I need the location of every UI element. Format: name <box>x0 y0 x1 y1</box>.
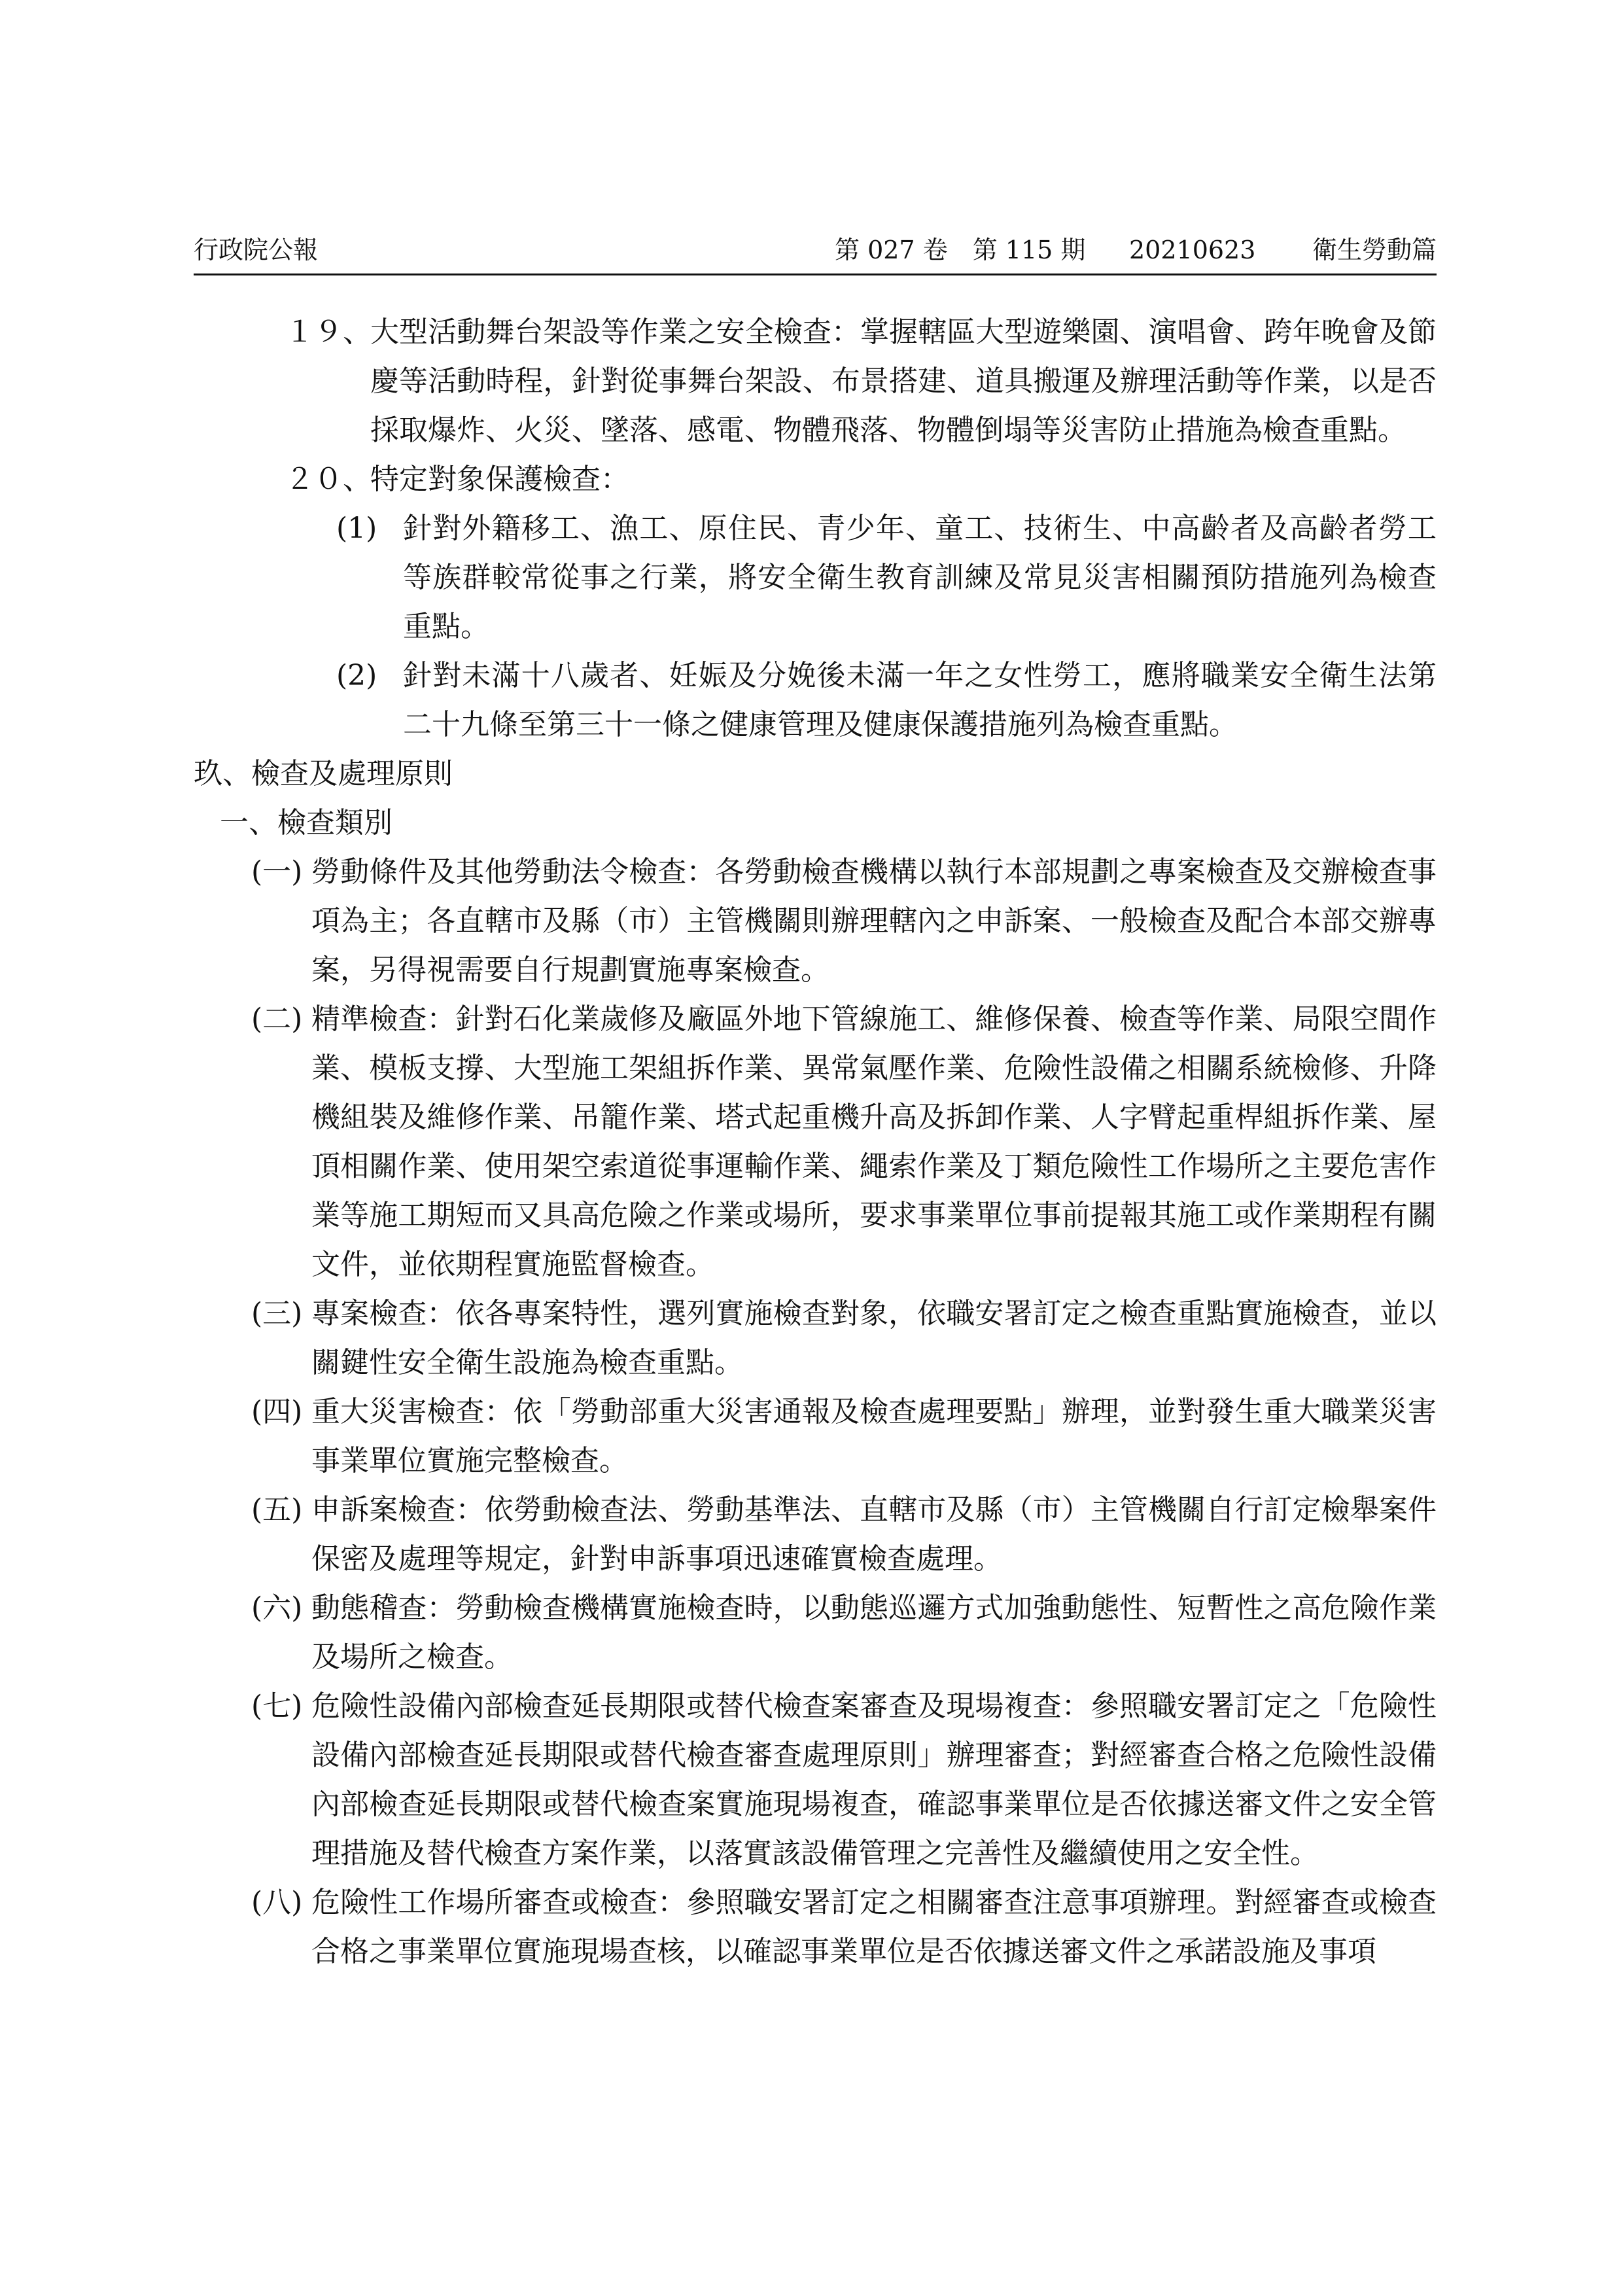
category-3-text: 專案檢查：依各專案特性，選列實施檢查對象，依職安署訂定之檢查重點實施檢查，並以關鍵性安全衛生設施為檢查重點。 <box>311 1297 1437 1379</box>
category-7-text: 危險性設備內部檢查延長期限或替代檢查案審查及現場複查：參照職安署訂定之「危險性設備內部檢查延長期限或替代檢查審查處理原則」辦理審查；對經審查合格之危險性設備內部檢查延長期限或替代檢查案實施現場複查，確認事業單位是否依據送審文件之安全管理措施及替代檢查方案作業，以落實該設備管理之完善性及繼續使用之安全性。 <box>311 1689 1437 1870</box>
item-20-sub-1 <box>194 504 1437 651</box>
category-8 <box>194 1878 1437 1976</box>
sub-2-label: (2) <box>336 659 377 692</box>
item-20-sub-2 <box>194 651 1437 749</box>
category-6-text: 動態稽查：勞動檢查機構實施檢查時，以動態巡邏方式加強動態性、短暫性之高危險作業及場所之檢查。 <box>311 1591 1437 1674</box>
header-divider <box>194 274 1437 275</box>
category-3 <box>194 1289 1437 1387</box>
category-3-label: (三) <box>251 1297 303 1330</box>
section-heading: 一、檢查類別 <box>220 806 393 839</box>
category-1-text: 勞動條件及其他勞動法令檢查：各勞動檢查機構以執行本部規劃之專案檢查及交辦檢查事項為主；各直轄市及縣（市）主管機關則辦理轄內之申訴案、一般檢查及配合本部交辦專案，另得視需要自行規劃實施專案檢查。 <box>311 855 1437 987</box>
publication-name: 行政院公報 <box>194 236 319 264</box>
category-7-label: (七) <box>251 1689 303 1723</box>
category-8-text: 危險性工作場所審查或檢查：參照職安署訂定之相關審查注意事項辦理。對經審查或檢查合格之事業單位實施現場查核，以確認事業單位是否依據送審文件之承諾設施及事項 <box>311 1886 1437 1968</box>
category-2-text: 精準檢查：針對石化業歲修及廠區外地下管線施工、維修保養、檢查等作業、局限空間作業、模板支撐、大型施工架組拆作業、異常氣壓作業、危險性設備之相關系統檢修、升降機組裝及維修作業、吊籠作業、塔式起重機升高及拆卸作業、人字臂起重桿組拆作業、屋頂相關作業、使用架空索道從事運輸作業、繩索作業及丁類危險性工作場所之主要危害作業等施工期短而又具高危險之作業或場所，要求事業單位事前提報其施工或作業期程有關文件，並依期程實施監督檢查。 <box>311 1002 1437 1281</box>
category-2-label: (二) <box>251 1002 303 1036</box>
category-1 <box>194 847 1437 995</box>
item-20-label: ２０、 <box>285 463 372 496</box>
category-8-label: (八) <box>251 1886 303 1919</box>
category-6-label: (六) <box>251 1591 303 1625</box>
item-20 <box>194 455 1437 504</box>
page-header <box>194 230 1437 270</box>
item-19 <box>194 308 1437 455</box>
document-body <box>194 308 1437 1976</box>
category-5-label: (五) <box>251 1493 303 1527</box>
section-name: 衛生勞動篇 <box>1312 236 1437 264</box>
category-6 <box>194 1583 1437 1682</box>
sub-1-label: (1) <box>336 512 377 545</box>
volume-issue: 第 027 卷 第 115 期 <box>835 236 1086 264</box>
sub-2-text: 針對未滿十八歲者、妊娠及分娩後未滿一年之女性勞工，應將職業安全衛生法第二十九條至第三十一條之健康管理及健康保護措施列為檢查重點。 <box>403 659 1437 741</box>
sub-1-text: 針對外籍移工、漁工、原住民、青少年、童工、技術生、中高齡者及高齡者勞工等族群較常從事之行業，將安全衛生教育訓練及常見災害相關預防措施列為檢查重點。 <box>403 512 1437 643</box>
item-19-text: 大型活動舞台架設等作業之安全檢查：掌握轄區大型遊樂園、演唱會、跨年晚會及節慶等活動時程，針對從事舞台架設、布景搭建、道具搬運及辦理活動等作業，以是否採取爆炸、火災、墜落、感電、物體飛落、物體倒塌等災害防止措施為檢查重點。 <box>370 315 1437 447</box>
item-20-text: 特定對象保護檢查： <box>370 463 629 496</box>
category-5-text: 申訴案檢查：依勞動檢查法、勞動基準法、直轄市及縣（市）主管機關自行訂定檢舉案件保密及處理等規定，針對申訴事項迅速確實檢查處理。 <box>311 1493 1437 1576</box>
category-7 <box>194 1682 1437 1878</box>
category-4-text: 重大災害檢查：依「勞動部重大災害通報及檢查處理要點」辦理，並對發生重大職業災害事業單位實施完整檢查。 <box>311 1395 1437 1477</box>
category-5 <box>194 1485 1437 1583</box>
category-2 <box>194 995 1437 1289</box>
category-1-label: (一) <box>251 855 303 889</box>
publication-date: 20210623 <box>1129 236 1256 264</box>
category-4 <box>194 1387 1437 1485</box>
category-4-label: (四) <box>251 1395 303 1428</box>
chapter-heading: 玖、檢查及處理原則 <box>194 757 453 790</box>
item-19-label: １９、 <box>285 315 372 349</box>
